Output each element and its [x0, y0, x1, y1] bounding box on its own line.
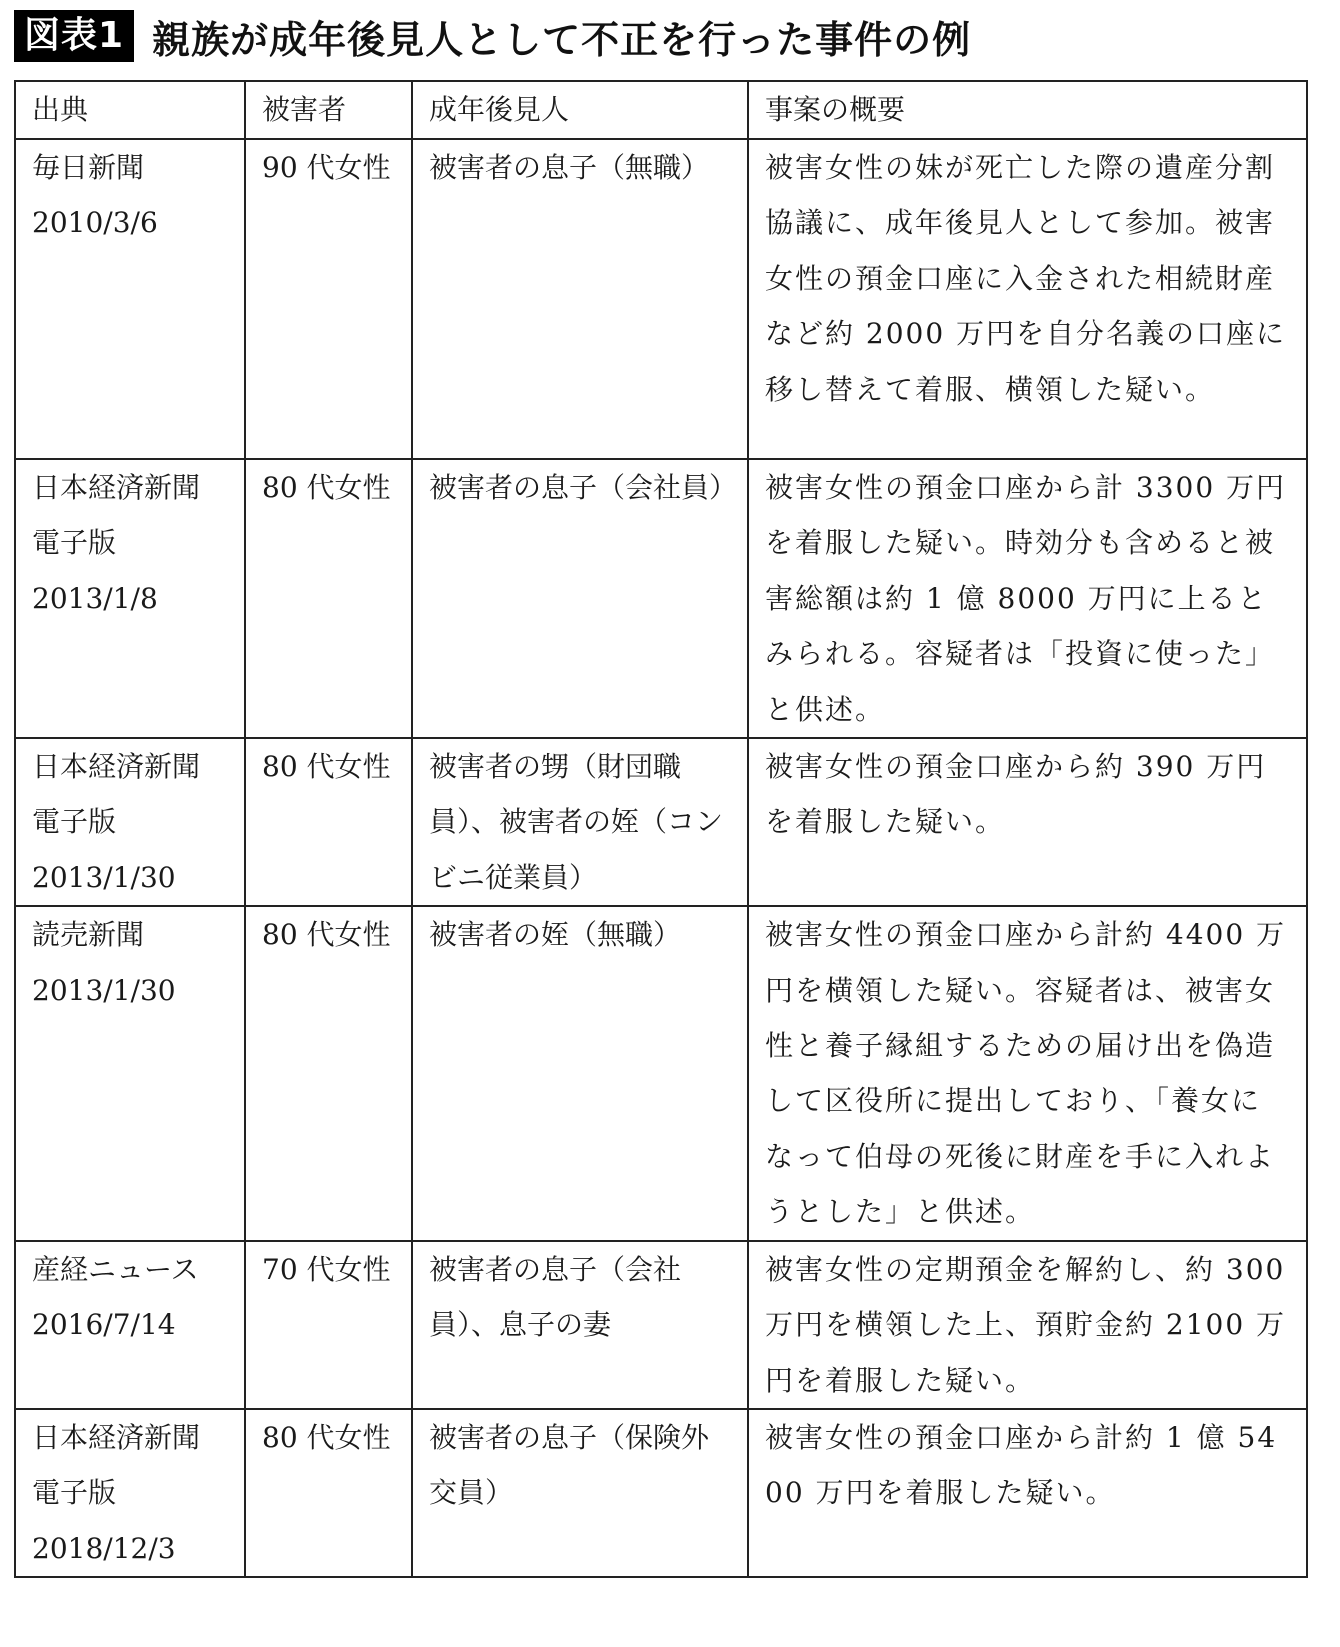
victim-cell: 70 代女性 [245, 1241, 412, 1409]
figure-title: 親族が成年後見人として不正を行った事件の例 [152, 17, 972, 62]
source-edition: 電子版 [32, 805, 117, 839]
source-date: 2013/1/8 [32, 581, 158, 615]
source-cell [15, 906, 245, 1240]
guardian-cell: 被害者の息子（会社員）、息子の妻 [412, 1241, 748, 1409]
summary-cell: 被害女性の定期預金を解約し、約 300 万円を横領した上、預貯金約 2100 万円を着服した疑い。 [748, 1241, 1307, 1409]
guardian-cell: 被害者の息子（無職） [412, 139, 748, 459]
guardian-cell: 被害者の甥（財団職員）、被害者の姪（コンビニ従業員） [412, 738, 748, 906]
summary-cell: 被害女性の妹が死亡した際の遺産分割協議に、成年後見人として参加。被害女性の預金口座に入金された相続財産など約 2000 万円を自分名義の口座に移し替えて着服、横領した疑い。 [748, 139, 1307, 459]
table-row [15, 139, 1307, 459]
guardian-cell: 被害者の息子（保険外交員） [412, 1409, 748, 1577]
source-name: 日本経済新聞 [32, 750, 201, 784]
source-edition: 電子版 [32, 526, 117, 560]
source-date: 2013/1/30 [32, 860, 176, 894]
victim-cell: 80 代女性 [245, 906, 412, 1240]
cases-table [14, 80, 1308, 1578]
victim-cell: 80 代女性 [245, 738, 412, 906]
column-header-source: 出典 [15, 81, 245, 139]
source-cell [15, 1241, 245, 1409]
victim-cell: 90 代女性 [245, 139, 412, 459]
source-name: 日本経済新聞 [32, 471, 201, 504]
victim-cell: 80 代女性 [245, 1409, 412, 1577]
guardian-cell: 被害者の姪（無職） [412, 906, 748, 1240]
source-date: 2016/7/14 [32, 1308, 176, 1342]
source-cell [15, 459, 245, 738]
table-row [15, 906, 1307, 1240]
source-edition: 電子版 [32, 1476, 117, 1510]
table-row [15, 738, 1307, 906]
source-date: 2013/1/30 [32, 973, 176, 1007]
source-cell [15, 139, 245, 459]
source-name: 産経ニュース [32, 1252, 199, 1286]
summary-cell: 被害女性の預金口座から計約 1 億 5400 万円を着服した疑い。 [748, 1409, 1307, 1577]
column-header-victim: 被害者 [245, 81, 412, 139]
source-cell [15, 1409, 245, 1577]
column-header-summary: 事案の概要 [748, 81, 1307, 139]
figure-header [14, 8, 971, 64]
table-row [15, 1409, 1307, 1577]
table-row [15, 459, 1307, 738]
guardian-cell: 被害者の息子（会社員） [412, 459, 748, 738]
table-header-row [15, 81, 1307, 139]
source-name: 毎日新聞 [32, 151, 145, 184]
table-row [15, 1241, 1307, 1409]
summary-cell: 被害女性の預金口座から約 390 万円を着服した疑い。 [748, 738, 1307, 906]
summary-cell: 被害女性の預金口座から計約 4400 万円を横領した疑い。容疑者は、被害女性と養子縁組するための届け出を偽造して区役所に提出しており、「養女になって伯母の死後に財産を手に入れようとした」と供述。 [748, 906, 1307, 1240]
source-name: 日本経済新聞 [32, 1420, 201, 1454]
victim-cell: 80 代女性 [245, 459, 412, 738]
summary-cell: 被害女性の預金口座から計 3300 万円を着服した疑い。時効分も含めると被害総額は約 1 億 8000 万円に上るとみられる。容疑者は「投資に使った」と供述。 [748, 459, 1307, 738]
source-cell [15, 738, 245, 906]
source-date: 2010/3/6 [32, 206, 158, 240]
source-name: 読売新聞 [32, 918, 145, 952]
column-header-guardian: 成年後見人 [412, 81, 748, 139]
figure-badge: 図表1 [14, 10, 134, 62]
source-date: 2018/12/3 [32, 1531, 176, 1565]
